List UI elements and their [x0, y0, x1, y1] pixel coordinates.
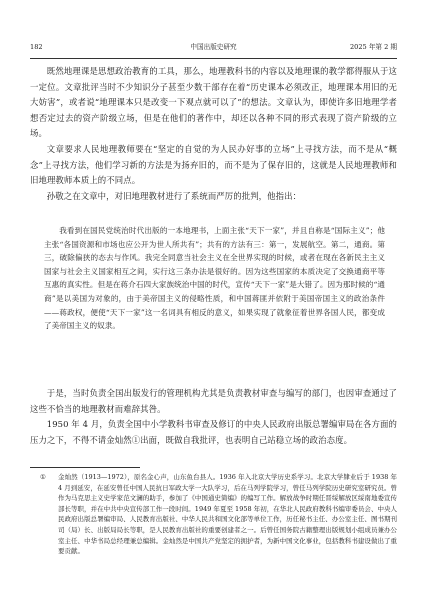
issue-label: 2025 年第 2 期: [349, 43, 397, 51]
header-rule: [30, 58, 397, 59]
page-number: 182: [30, 43, 43, 51]
paragraph: 于是，当时负责全国出版发行的管理机构尤其是负责教材审查与编写的部门，也因审查通过了这些不恰当的地理教材而难辞其咎。: [30, 388, 397, 414]
page-header: [30, 40, 397, 54]
paragraph: 1950 年 4 月，负责全国中小学教科书审查及修订的中央人民政府出版总署编审局在各方面的压力之下，不得不请金灿然①出面，既做自我批评，也表明自己站稳立场的政治态度。: [30, 419, 397, 445]
footnote-rule: [30, 467, 140, 468]
quote-text: 我看到在国民党统治时代出版的一本地理书，上面主张“天下一家”，并且自称是“国际主义”；他主张“各国资源和市场也应公开为世人所共有”；共有的方法有三：第一，发展航空。第二，通商。第三，破除偏狭的态去与作风。我完全同意当社会主义在全世界实现的时候，或者在现在各新民主主义国家与社会主义国家相互之间，实行这三条办法是很好的。因为这些国家的本质决定了交换通商平等互惠的真实性。但是在蒋介石四大家族统治中国的时代，宣传“天下一家”是大错了。因为那时候的“通商”是以美国为对象的，由于美帝国主义的侵略性质，和中国蒋匪并依附于美国帝国主义的政治条件——蒋政权，便使“天下一家”这一名词具有相反的意义，如果实现了就象征着世界各国人民，都变成了美帝国主义的奴隶。: [44, 226, 385, 331]
main-text-continued: [30, 386, 397, 448]
paragraph: 孙敬之在文章中，对旧地理教材进行了系统而严厉的批判，他指出：: [46, 190, 302, 201]
journal-title: 中国出版史研究: [190, 43, 237, 51]
footnote-mark: ①: [40, 473, 46, 481]
footnote: [30, 472, 397, 557]
paragraph: 既然地理课是思想政治教育的工具，那么，地理教科书的内容以及地理课的教学都得服从于这一定位。文章批评当时不少知识分子甚至少数干部存在着“历史课本必须改正，地理课本用旧的无大妨害”，或者说“地理课本只是改变一下观点就可以了”的想法。文章认为，即使许多旧地理学者想否定过去的资产阶级立场，但是在他们的著作中，却还以各种不同的形式表现了资产阶级的立场。: [30, 66, 397, 139]
block-quote: [44, 224, 385, 333]
footnote-text: 金灿然（1913—1972），原名金心声，山东鱼台县人。1936 年入北京大学历史系学习。北京大学肄业后于 1938 年 4 月到延安，在延安曾任中国人民抗日军政大学一大队学习，后在马列学院学习，曾任马列学院历史研究室研究员。曾作为马克思主义史学家范文澜的助手，参加了《中国通史简编》的编写工作。解放战争时期任晋绥解放区绥南地委宣传部长等职，并在中共中央宣传部工作一段时间。1949 年夏至 1958 年初，在华北人民政府教科书编审委员会、中央人民政府出版总署编审局、人民教育出版社、中华人民共和国文化部等单位工作，历任秘书主任、办公室主任、图书期刊司（局）长、出版局局长等职，是人民教育出版社的重要创建者之一。后曾任国务院古籍整理出版规划小组成员兼办公室主任、中华书局总经理兼总编辑。金灿然是中国共产党坚定的拥护者，为新中国文化事业，包括教科书建设做出了重要贡献。: [58, 473, 397, 556]
paragraph: 文章要求人民地理教师要在“坚定的自觉的为人民办好事的立场”上寻找方法，而不是从“概念”上寻找方法，他们学习新的方法是为扬弃旧的，而不是为了保存旧的，这就是人民地理教师和旧地理教师本质上的不同点。: [30, 143, 397, 186]
main-text: [30, 64, 397, 204]
